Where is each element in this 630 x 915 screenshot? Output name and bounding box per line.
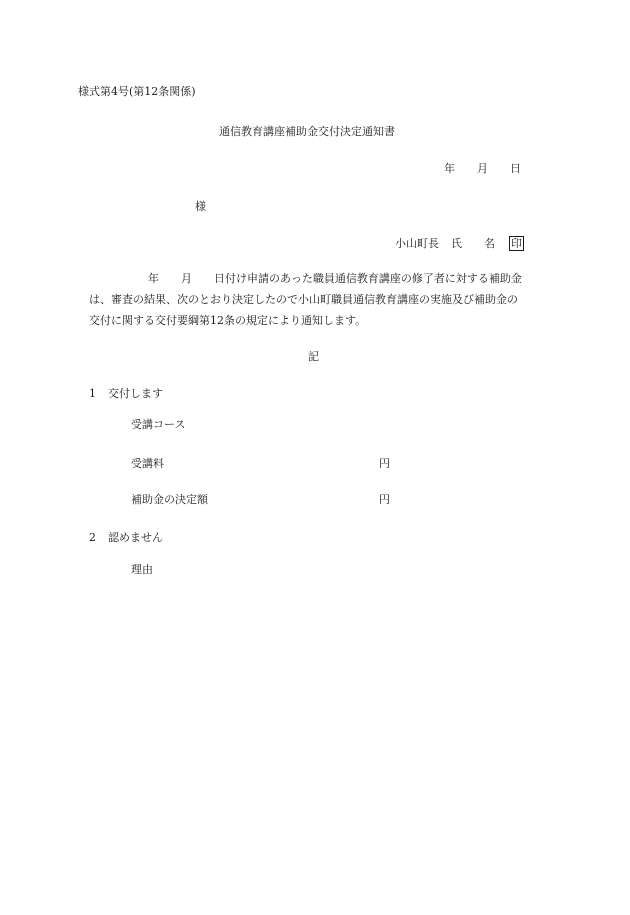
course-label: 受講コース: [131, 418, 186, 431]
addressee-suffix: 様: [195, 200, 206, 213]
subsidy-label: 補助金の決定額: [131, 493, 208, 506]
section-1-heading: [89, 387, 163, 401]
body-line-3: 交付に関する交付要綱第12条の規定により通知します。: [89, 314, 367, 327]
date-year: 年: [444, 162, 455, 175]
sender-line: [395, 236, 524, 251]
body-line-1: [148, 272, 522, 286]
section-2-number: 2: [89, 531, 96, 544]
reason-label: 理由: [131, 563, 153, 576]
body-line-2: は、審査の結果、次のとおり決定したので小山町職員通信教育講座の実施及び補助金の: [89, 293, 518, 306]
ki-heading: 記: [308, 350, 319, 363]
section-1-number: 1: [89, 387, 96, 400]
fee-label: 受講料: [131, 457, 164, 470]
section-2-label: 認めません: [108, 531, 163, 544]
sender-name: 小山町長: [395, 237, 439, 250]
form-id: 様式第4号(第12条関係): [78, 85, 196, 98]
body-month: 月: [181, 272, 192, 285]
section-1-label: 交付します: [108, 387, 163, 400]
date-month: 月: [477, 162, 488, 175]
sender-shi: 氏: [451, 237, 462, 250]
section-2-heading: [89, 531, 163, 545]
date-day: 日: [510, 162, 521, 175]
subsidy-unit: 円: [379, 493, 390, 506]
body-line-1-text: 日付け申請のあった職員通信教育講座の修了者に対する補助金: [214, 272, 522, 285]
date-line: [444, 162, 521, 176]
fee-unit: 円: [379, 457, 390, 470]
body-year: 年: [148, 272, 159, 285]
document-title: 通信教育講座補助金交付決定通知書: [219, 125, 395, 138]
seal-mark: 印: [511, 237, 522, 250]
sender-mei: 名: [484, 237, 495, 250]
